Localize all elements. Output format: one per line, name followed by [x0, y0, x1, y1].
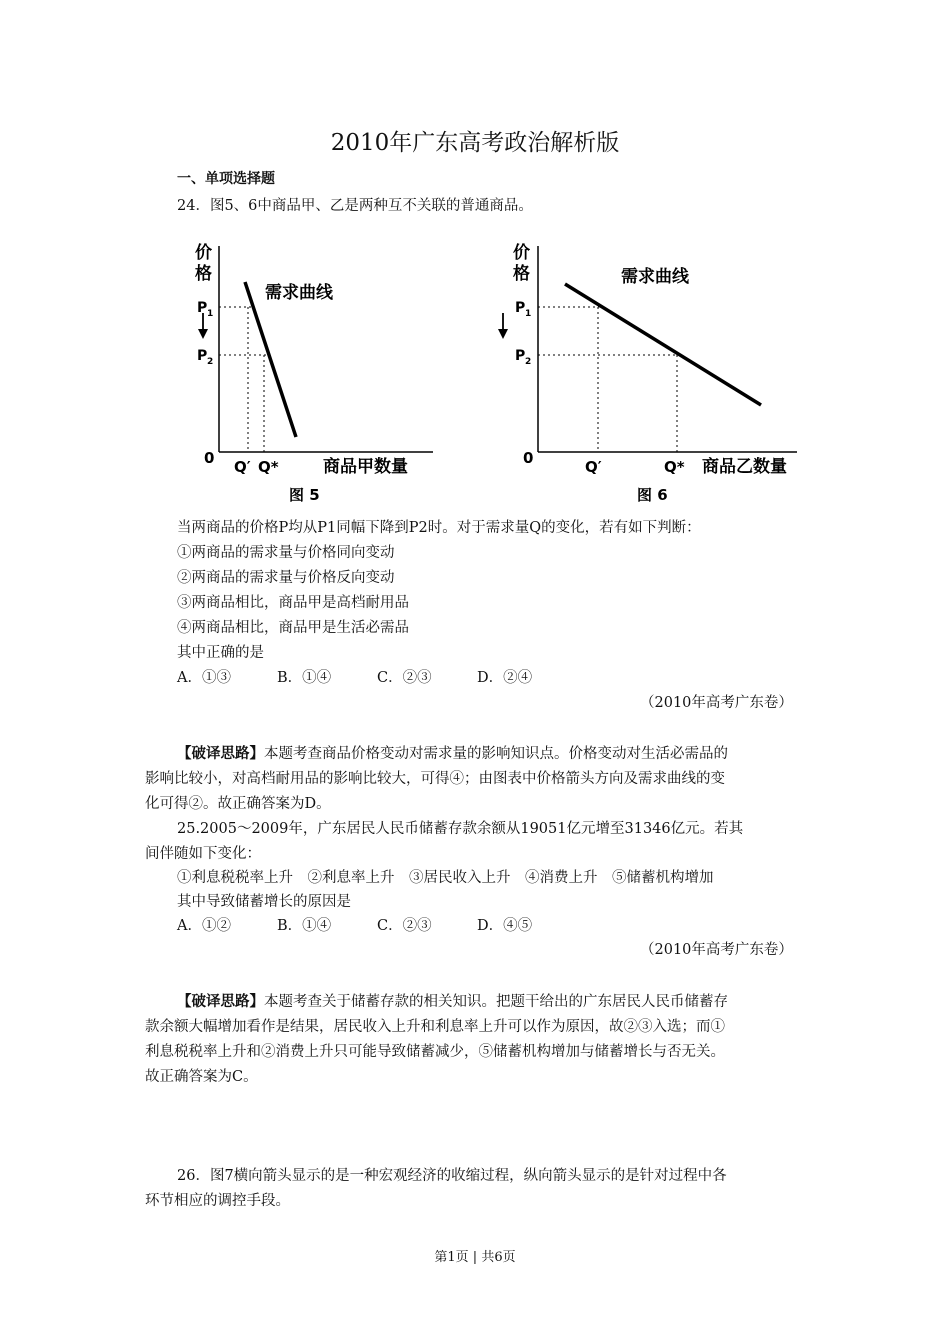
judgement-1: ①两商品的需求量与价格同向变动	[177, 545, 395, 561]
analysis-line-1: 【破译思路】本题考查商品价格变动对需求量的影响知识点。价格变动对生活必需品的	[177, 746, 728, 762]
question-25-prompt: 其中导致储蓄增长的原因是	[177, 894, 351, 910]
analysis-label: 【破译思路】	[177, 994, 264, 1010]
option-a: A．①③	[177, 670, 231, 686]
option-b: B．①④	[277, 670, 332, 686]
option-c: C．②③	[377, 670, 432, 686]
origin-label: 0	[523, 449, 534, 467]
demand-curve-label: 需求曲线	[265, 283, 333, 303]
option-d: D．④⑤	[477, 918, 533, 934]
question-26-line-2: 环节相应的调控手段。	[145, 1193, 290, 1209]
analysis-line-1: 【破译思路】本题考查关于储蓄存款的相关知识。把题干给出的广东居民人民币储蓄存	[177, 994, 728, 1010]
demand-curve-flat	[565, 284, 761, 405]
section-heading: 一、单项选择题	[177, 171, 275, 187]
down-arrow-icon	[498, 313, 508, 339]
option-b: B．①④	[277, 918, 332, 934]
analysis-line-4: 故正确答案为C。	[145, 1069, 258, 1085]
p1-label: P	[515, 300, 526, 316]
analysis-label: 【破译思路】	[177, 746, 264, 762]
y-axis-label-2: 格	[195, 264, 212, 284]
p2-subscript: 2	[525, 357, 532, 367]
figure-5-demand-graph	[175, 238, 440, 510]
figure-caption: 图 6	[637, 486, 668, 504]
p2-subscript: 2	[207, 357, 214, 367]
analysis-line-3: 化可得②。故正确答案为D。	[145, 796, 331, 812]
question-25-stem-1: 25.2005～2009年，广东居民人民币储蓄存款余额从19051亿元增至31346亿元。若其	[177, 821, 744, 837]
page-footer: 第1页 | 共6页	[434, 1250, 516, 1265]
option-a: A．①②	[177, 918, 231, 934]
p1-label: P	[197, 300, 208, 316]
p2-label: P	[197, 348, 208, 364]
page-title: 2010年广东高考政治解析版	[330, 130, 620, 156]
demand-curve-steep	[245, 282, 296, 437]
analysis-line-2: 影响比较小，对高档耐用品的影响比较大，可得④；由图表中价格箭头方向及需求曲线的变	[145, 771, 725, 787]
q-star-label: Q*	[664, 458, 685, 476]
question-24-prompt: 其中正确的是	[177, 645, 264, 661]
question-24-body: 当两商品的价格P均从P1同幅下降到P2时。对于需求量Q的变化，若有如下判断：	[177, 520, 701, 536]
analysis-line-3: 利息税税率上升和②消费上升只可能导致储蓄减少，⑤储蓄机构增加与储蓄增长与否无关。	[145, 1044, 725, 1060]
figure-6-demand-graph	[497, 238, 807, 510]
q-prime-label: Q′	[234, 458, 251, 476]
p1-subscript: 1	[207, 309, 214, 319]
question-25-changes: ①利息税税率上升 ②利息率上升 ③居民收入上升 ④消费上升 ⑤储蓄机构增加	[177, 870, 714, 886]
origin-label: 0	[204, 449, 215, 467]
p1-subscript: 1	[525, 309, 532, 319]
question-26-line-1: 26．图7横向箭头显示的是一种宏观经济的收缩过程，纵向箭头显示的是针对过程中各	[177, 1168, 727, 1184]
judgement-4: ④两商品相比，商品甲是生活必需品	[177, 620, 409, 636]
question-25-stem-2: 间伴随如下变化：	[145, 846, 261, 862]
question-source: （2010年高考广东卷）	[640, 942, 793, 958]
figure-caption: 图 5	[289, 486, 320, 504]
q-prime-label: Q′	[585, 458, 602, 476]
analysis-line-2: 款余额大幅增加看作是结果，居民收入上升和利息率上升可以作为原因，故②③入选；而①	[145, 1019, 725, 1035]
q-star-label: Q*	[258, 458, 279, 476]
judgement-2: ②两商品的需求量与价格反向变动	[177, 570, 395, 586]
x-axis-label: 商品甲数量	[323, 457, 408, 477]
y-axis-label-1: 价	[195, 243, 212, 263]
demand-curve-label: 需求曲线	[621, 267, 689, 287]
question-source: （2010年高考广东卷）	[640, 695, 793, 711]
y-axis-label-1: 价	[513, 243, 530, 263]
x-axis-label: 商品乙数量	[702, 457, 787, 477]
option-c: C．②③	[377, 918, 432, 934]
judgement-3: ③两商品相比，商品甲是高档耐用品	[177, 595, 409, 611]
y-axis-label-2: 格	[513, 264, 530, 284]
question-24-stem: 24．图5、6中商品甲、乙是两种互不关联的普通商品。	[177, 198, 533, 214]
p2-label: P	[515, 348, 526, 364]
option-d: D．②④	[477, 670, 533, 686]
